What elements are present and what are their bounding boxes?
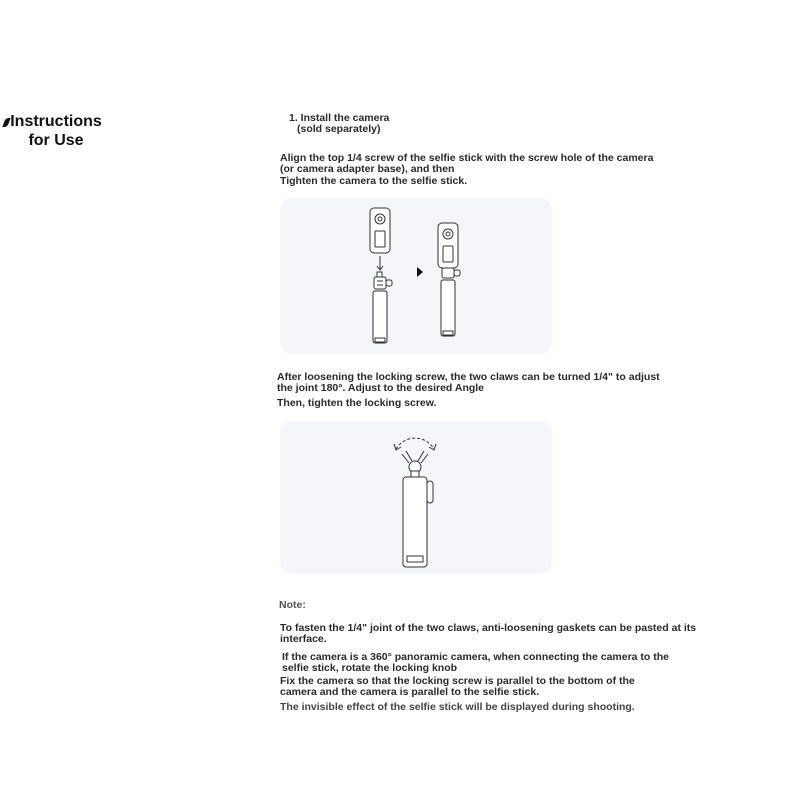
selfie-stick-icon xyxy=(373,272,392,343)
step2-text-line1: After loosening the locking screw, the two claws can be turned 1/4" to adjust xyxy=(277,371,660,383)
step2-text-line3: Then, tighten the locking screw. xyxy=(277,397,437,409)
claw-joint-icon xyxy=(402,451,428,479)
step1-text-line3: Tighten the camera to the selfie stick. xyxy=(280,175,468,187)
page-title-line2: for Use xyxy=(28,132,84,149)
install-illustration-panel xyxy=(280,198,552,354)
camera-icon xyxy=(370,208,390,253)
note-p2-line2: selfie stick, rotate the locking knob xyxy=(282,662,458,674)
rotation-illustration-panel xyxy=(280,421,552,574)
step2-text-line2: the joint 180°. Adjust to the desired Angle xyxy=(277,382,485,394)
install-illustration xyxy=(280,198,552,354)
page-title xyxy=(4,112,108,150)
assembled-camera-icon xyxy=(438,223,460,336)
down-arrow-icon xyxy=(377,256,383,270)
note-p1-line2: interface. xyxy=(280,633,327,645)
step1-heading: 1. Install the camera xyxy=(289,112,390,124)
rotate-arc-icon xyxy=(394,438,436,450)
note-p2-line1: If the camera is a 360° panoramic camera, when connecting the camera to the xyxy=(282,651,670,663)
note-p1-line1: To fasten the 1/4" joint of the two claws, anti-loosening gaskets can be pasted at its xyxy=(280,622,697,634)
page-title-line1: Instructions xyxy=(10,113,102,130)
note-p3-line1: Fix the camera so that the locking screw is parallel to the bottom of the xyxy=(280,675,635,687)
step1-text-line2: (or camera adapter base), and then xyxy=(280,163,455,175)
note-p3-line2: camera and the camera is parallel to the selfie stick. xyxy=(280,686,540,698)
step1-text-line1: Align the top 1/4 screw of the selfie stick with the screw hole of the camera xyxy=(280,152,654,164)
play-arrow-icon xyxy=(417,267,423,277)
note-label: Note: xyxy=(279,599,306,611)
step1-subheading: (sold separately) xyxy=(297,123,381,135)
rotation-illustration xyxy=(280,421,552,574)
note-p4: The invisible effect of the selfie stick will be displayed during shooting. xyxy=(280,701,635,713)
selfie-stick-body-icon xyxy=(403,477,433,567)
